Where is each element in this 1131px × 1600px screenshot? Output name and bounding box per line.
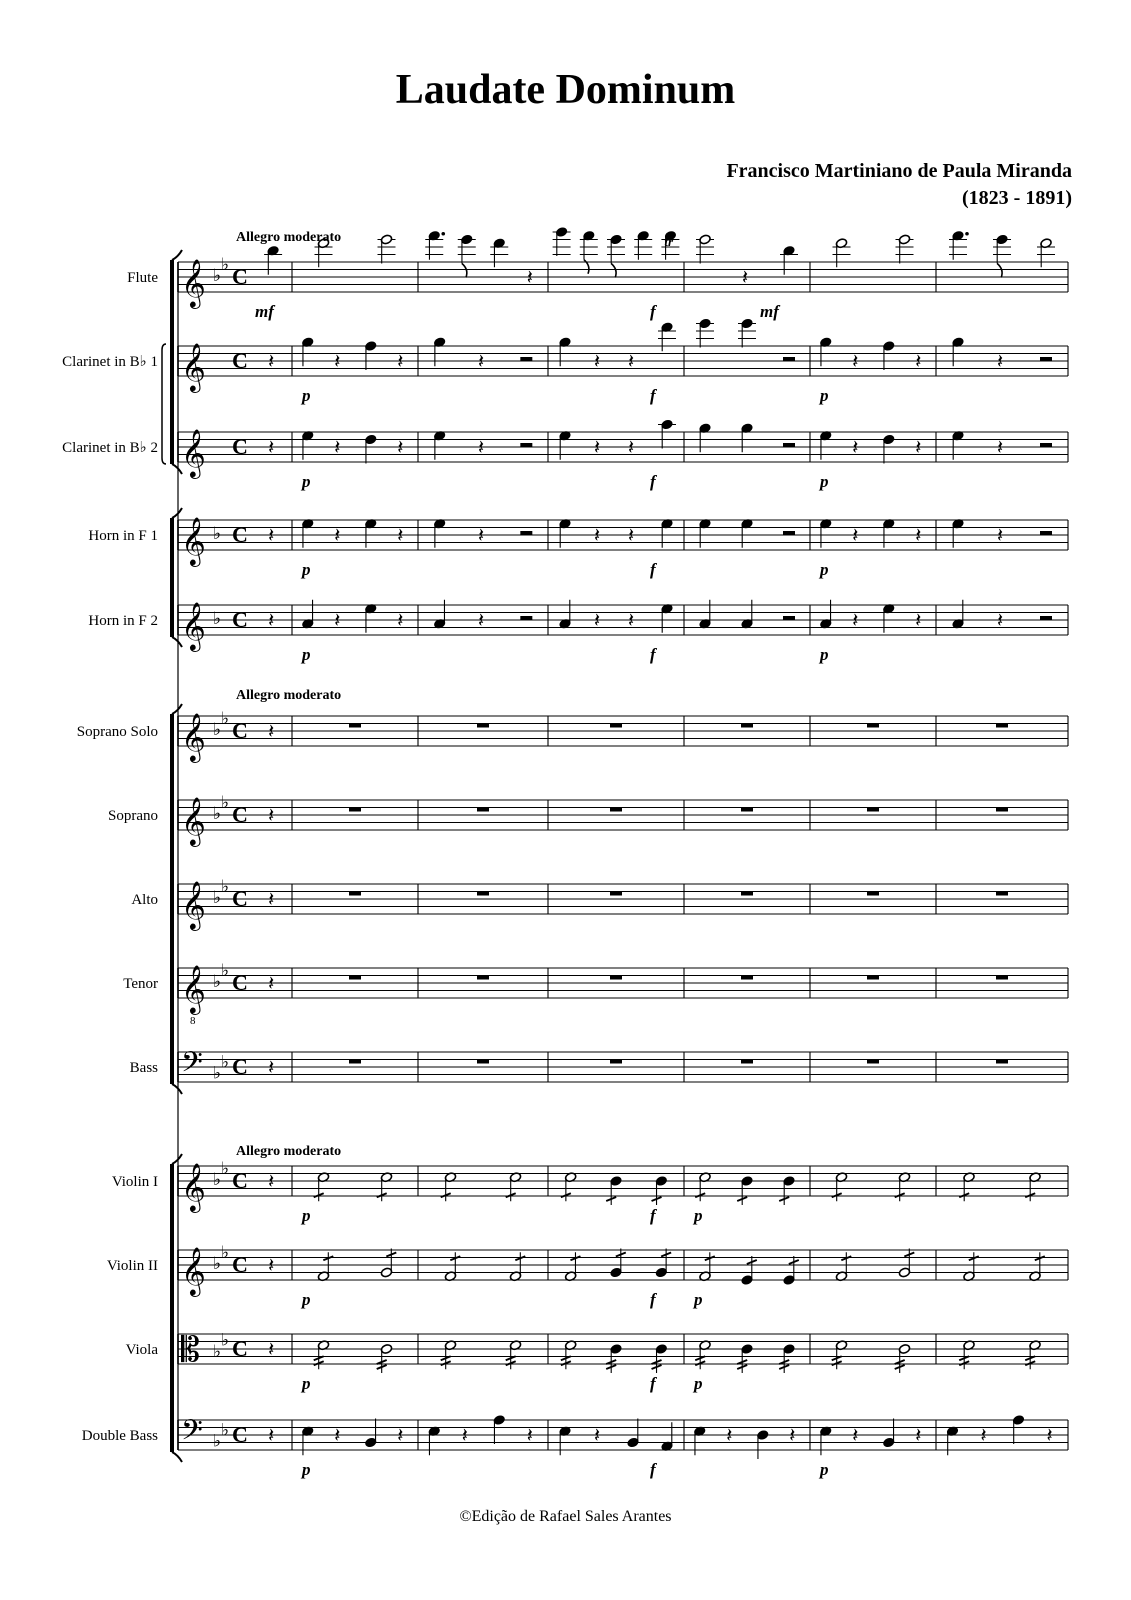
treble-clef-icon: 𝄞: [181, 964, 206, 1013]
quarter-rest-icon: 𝄽: [268, 719, 275, 743]
whole-rest-icon: [477, 1060, 489, 1064]
dynamic-mark: p: [302, 1460, 311, 1479]
quarter-rest-icon: 𝄽: [461, 1423, 468, 1447]
treble-clef-icon: 𝄞: [181, 258, 206, 307]
whole-rest-icon: [996, 1060, 1008, 1064]
dynamic-mark: p: [820, 472, 829, 491]
clarinet-brace: [162, 344, 166, 464]
dynamic-mark: f: [650, 1290, 656, 1309]
staff-bass: [130, 1046, 1068, 1086]
quarter-rest-icon: 𝄽: [594, 608, 601, 632]
quarter-rest-icon: 𝄽: [915, 349, 922, 373]
flat-icon: ♭: [213, 266, 222, 286]
whole-rest-icon: [610, 724, 622, 728]
quarter-rest-icon: 𝄽: [334, 608, 341, 632]
whole-rest-icon: [867, 892, 879, 896]
staff-double-bass: [82, 1414, 1068, 1479]
half-rest-icon: [1040, 616, 1052, 620]
quarter-rest-icon: 𝄽: [268, 435, 275, 459]
whole-rest-icon: [741, 892, 753, 896]
flat-icon: ♭: [213, 972, 222, 992]
quarter-rest-icon: 𝄽: [1046, 1423, 1053, 1447]
time-signature: C: [232, 264, 248, 289]
dynamic-mark: f: [650, 1206, 656, 1225]
time-signature: C: [232, 718, 248, 743]
whole-rest-icon: [996, 976, 1008, 980]
whole-rest-icon: [741, 808, 753, 812]
quarter-rest-icon: 𝄽: [594, 1423, 601, 1447]
treble-clef-icon: 𝄞: [181, 516, 206, 565]
dynamic-mark: p: [302, 1206, 311, 1225]
treble-clef-icon: 𝄞: [181, 601, 206, 650]
dynamic-mark: p: [820, 1460, 829, 1479]
instrument-label: Soprano: [108, 808, 158, 824]
quarter-rest-icon: 𝄽: [268, 971, 275, 995]
time-signature: C: [232, 607, 248, 632]
quarter-rest-icon: 𝄽: [334, 1423, 341, 1447]
instrument-label: Horn in F 2: [88, 613, 158, 629]
flat-icon: ♭: [213, 1254, 222, 1274]
dot: [441, 232, 445, 236]
quarter-rest-icon: 𝄽: [334, 523, 341, 547]
quarter-rest-icon: 𝄽: [397, 435, 404, 459]
quarter-rest-icon: 𝄽: [268, 1055, 275, 1079]
quarter-rest-icon: 𝄽: [397, 1423, 404, 1447]
dot: [965, 232, 969, 236]
quarter-rest-icon: 𝄽: [628, 523, 635, 547]
flat-icon: ♭: [221, 1242, 230, 1263]
time-signature: C: [232, 1336, 248, 1361]
staff-violin-i: [112, 1159, 1068, 1225]
quarter-rest-icon: 𝄽: [997, 608, 1004, 632]
quarter-rest-icon: 𝄽: [334, 435, 341, 459]
quarter-rest-icon: 𝄽: [268, 803, 275, 827]
quarter-rest-icon: 𝄽: [594, 349, 601, 373]
whole-rest-icon: [867, 1060, 879, 1064]
half-rest-icon: [783, 443, 795, 447]
quarter-rest-icon: 𝄽: [268, 887, 275, 911]
flat-icon: ♭: [213, 1341, 222, 1362]
quarter-rest-icon: 𝄽: [594, 523, 601, 547]
quarter-rest-icon: 𝄽: [726, 1423, 733, 1447]
time-signature: C: [232, 434, 248, 459]
quarter-rest-icon: 𝄽: [628, 435, 635, 459]
whole-rest-icon: [349, 976, 361, 980]
half-rest-icon: [520, 616, 532, 620]
flat-icon: ♭: [213, 720, 222, 740]
trill-mark: tr: [664, 234, 674, 249]
whole-rest-icon: [349, 892, 361, 896]
treble-clef-icon: 𝄞: [181, 1162, 206, 1211]
dynamic-mark: f: [650, 386, 656, 405]
whole-rest-icon: [867, 808, 879, 812]
half-rest-icon: [520, 357, 532, 361]
quarter-rest-icon: 𝄽: [915, 608, 922, 632]
dynamic-mark: p: [302, 1374, 311, 1393]
quarter-rest-icon: 𝄽: [594, 435, 601, 459]
quarter-rest-icon: 𝄽: [997, 435, 1004, 459]
flat-icon: ♭: [213, 1170, 222, 1190]
half-rest-icon: [520, 531, 532, 535]
staff-clarinet-in-b-2: [62, 419, 1068, 491]
flat-icon: ♭: [213, 1431, 222, 1452]
copyright-notice: ©Edição de Rafael Sales Arantes: [459, 1508, 672, 1525]
flat-icon: ♭: [221, 960, 230, 981]
half-rest-icon: [1040, 443, 1052, 447]
whole-rest-icon: [610, 808, 622, 812]
staff-horn-in-f-2: [88, 600, 1068, 664]
quarter-rest-icon: 𝄽: [852, 523, 859, 547]
half-rest-icon: [1040, 357, 1052, 361]
quarter-rest-icon: 𝄽: [478, 349, 485, 373]
staff-soprano: [108, 793, 1068, 847]
composer-name: Francisco Martiniano de Paula Miranda: [726, 160, 1072, 182]
quarter-rest-icon: 𝄽: [852, 349, 859, 373]
quarter-rest-icon: 𝄽: [628, 349, 635, 373]
dynamic-mark: f: [650, 1374, 656, 1393]
staff-viola: [126, 1330, 1068, 1393]
composer-dates: (1823 - 1891): [962, 187, 1072, 209]
whole-rest-icon: [349, 724, 361, 728]
staff-soprano-solo: [77, 709, 1068, 763]
time-signature: C: [232, 348, 248, 373]
dynamic-mark: p: [302, 1290, 311, 1309]
dynamic-mark: mf: [760, 302, 779, 321]
dynamic-mark: p: [694, 1290, 703, 1309]
quarter-rest-icon: 𝄽: [915, 523, 922, 547]
tempo-marking: Allegro moderato: [236, 230, 342, 245]
bass-clef-icon: 𝄢: [181, 1414, 203, 1454]
alto-clef-icon: 𝄡: [181, 1330, 200, 1370]
quarter-rest-icon: 𝄽: [997, 523, 1004, 547]
quarter-rest-icon: 𝄽: [334, 349, 341, 373]
flat-icon: ♭: [213, 888, 222, 908]
dynamic-mark: f: [650, 302, 656, 321]
quarter-rest-icon: 𝄽: [268, 1253, 275, 1277]
whole-rest-icon: [349, 808, 361, 812]
dynamic-mark: f: [650, 645, 656, 664]
whole-rest-icon: [996, 808, 1008, 812]
time-signature: C: [232, 802, 248, 827]
staff-tenor: [123, 961, 1068, 1027]
treble-clef-icon: 𝄞: [181, 342, 206, 391]
whole-rest-icon: [477, 724, 489, 728]
bass-clef-icon: 𝄢: [181, 1046, 203, 1086]
quarter-rest-icon: 𝄽: [268, 349, 275, 373]
dynamic-mark: p: [302, 386, 311, 405]
quarter-rest-icon: 𝄽: [268, 1423, 275, 1447]
instrument-label: Violin I: [111, 1174, 158, 1190]
whole-rest-icon: [741, 1060, 753, 1064]
staff-violin-ii: [107, 1243, 1068, 1309]
treble-clef-icon: 𝄞: [181, 428, 206, 477]
dynamic-mark: p: [820, 560, 829, 579]
page-title: Laudate Dominum: [395, 67, 736, 113]
half-rest-icon: [783, 531, 795, 535]
instrument-label: Tenor: [123, 976, 158, 992]
whole-rest-icon: [610, 1060, 622, 1064]
flat-icon: ♭: [221, 1052, 230, 1073]
instrument-label: Horn in F 1: [88, 528, 158, 544]
quarter-rest-icon: 𝄽: [526, 1423, 533, 1447]
whole-rest-icon: [996, 892, 1008, 896]
instrument-label: Bass: [129, 1060, 158, 1076]
quarter-rest-icon: 𝄽: [397, 349, 404, 373]
tempo-marking: Allegro moderato: [236, 1144, 342, 1159]
quarter-rest-icon: 𝄽: [268, 1337, 275, 1361]
octave-mark: 8: [190, 1015, 196, 1027]
instrument-label: Alto: [131, 892, 158, 908]
whole-rest-icon: [477, 976, 489, 980]
quarter-rest-icon: 𝄽: [997, 349, 1004, 373]
time-signature: C: [232, 970, 248, 995]
quarter-rest-icon: 𝄽: [852, 608, 859, 632]
flat-icon: ♭: [221, 1330, 230, 1351]
flat-icon: ♭: [221, 708, 230, 729]
treble-clef-icon: 𝄞: [181, 796, 206, 845]
quarter-rest-icon: 𝄽: [742, 265, 749, 289]
dynamic-mark: p: [694, 1206, 703, 1225]
quarter-rest-icon: 𝄽: [789, 1423, 796, 1447]
dynamic-mark: f: [650, 472, 656, 491]
treble-clef-icon: 𝄞: [181, 1246, 206, 1295]
instrument-label: Soprano Solo: [76, 724, 158, 740]
whole-rest-icon: [477, 892, 489, 896]
flat-icon: ♭: [213, 804, 222, 824]
quarter-rest-icon: 𝄽: [478, 608, 485, 632]
dynamic-mark: p: [302, 472, 311, 491]
flat-icon: ♭: [221, 876, 230, 897]
dynamic-mark: p: [302, 645, 311, 664]
time-signature: C: [232, 522, 248, 547]
quarter-rest-icon: 𝄽: [268, 608, 275, 632]
dynamic-mark: p: [820, 386, 829, 405]
whole-rest-icon: [741, 976, 753, 980]
half-rest-icon: [783, 616, 795, 620]
quarter-rest-icon: 𝄽: [478, 523, 485, 547]
time-signature: C: [232, 886, 248, 911]
flat-icon: ♭: [213, 1063, 222, 1084]
tempo-marking: Allegro moderato: [236, 688, 342, 703]
quarter-rest-icon: 𝄽: [478, 435, 485, 459]
time-signature: C: [232, 1252, 248, 1277]
whole-rest-icon: [741, 724, 753, 728]
dynamic-mark: p: [820, 645, 829, 664]
dynamic-mark: f: [650, 560, 656, 579]
instrument-label: Viola: [125, 1342, 158, 1358]
quarter-rest-icon: 𝄽: [980, 1423, 987, 1447]
instrument-label: Flute: [127, 270, 158, 286]
time-signature: C: [232, 1422, 248, 1447]
half-rest-icon: [783, 357, 795, 361]
whole-rest-icon: [477, 808, 489, 812]
staff-horn-in-f-1: [88, 516, 1068, 579]
instrument-label: Double Bass: [81, 1428, 158, 1444]
dynamic-mark: f: [650, 1460, 656, 1479]
quarter-rest-icon: 𝄽: [397, 608, 404, 632]
instrument-label: Clarinet in B♭ 1: [62, 354, 158, 370]
quarter-rest-icon: 𝄽: [526, 265, 533, 289]
staff-alto: [131, 877, 1068, 931]
half-rest-icon: [520, 443, 532, 447]
whole-rest-icon: [867, 976, 879, 980]
whole-rest-icon: [867, 724, 879, 728]
instrument-label: Violin II: [106, 1258, 158, 1274]
time-signature: C: [232, 1168, 248, 1193]
dynamic-mark: p: [694, 1374, 703, 1393]
flat-icon: ♭: [221, 1420, 230, 1441]
flat-icon: ♭: [213, 609, 222, 629]
quarter-rest-icon: 𝄽: [852, 435, 859, 459]
instrument-label: Clarinet in B♭ 2: [62, 440, 158, 456]
treble-clef-icon: 𝄞: [181, 880, 206, 929]
flat-icon: ♭: [221, 1158, 230, 1179]
quarter-rest-icon: 𝄽: [268, 1169, 275, 1193]
quarter-rest-icon: 𝄽: [397, 523, 404, 547]
flat-icon: ♭: [221, 792, 230, 813]
half-rest-icon: [1040, 531, 1052, 535]
time-signature: C: [232, 1054, 248, 1079]
flat-icon: ♭: [213, 524, 222, 544]
flat-icon: ♭: [221, 254, 230, 275]
whole-rest-icon: [610, 892, 622, 896]
dynamic-mark: p: [302, 560, 311, 579]
whole-rest-icon: [610, 976, 622, 980]
whole-rest-icon: [996, 724, 1008, 728]
quarter-rest-icon: 𝄽: [915, 435, 922, 459]
quarter-rest-icon: 𝄽: [268, 523, 275, 547]
quarter-rest-icon: 𝄽: [628, 608, 635, 632]
quarter-rest-icon: 𝄽: [915, 1423, 922, 1447]
staff-clarinet-in-b-1: [62, 318, 1068, 405]
dynamic-mark: mf: [255, 302, 274, 321]
treble-clef-icon: 𝄞: [181, 712, 206, 761]
quarter-rest-icon: 𝄽: [852, 1423, 859, 1447]
whole-rest-icon: [349, 1060, 361, 1064]
